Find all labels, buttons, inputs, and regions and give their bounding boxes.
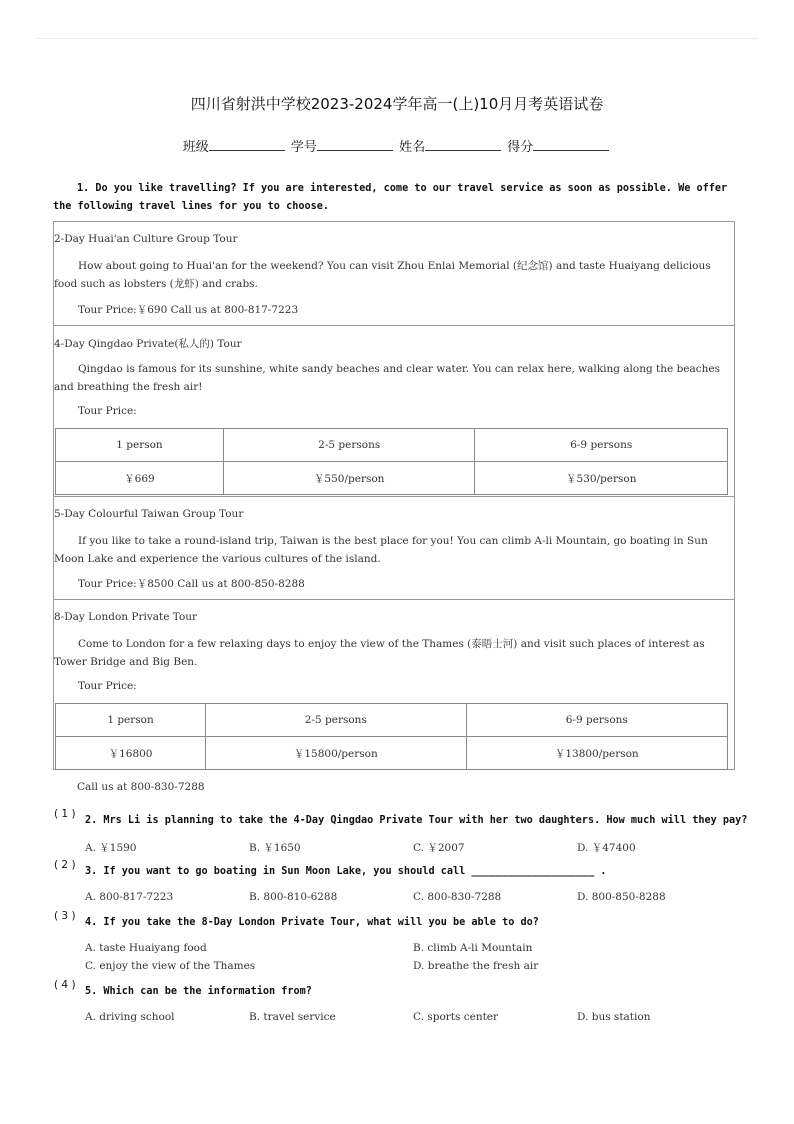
name-blank[interactable]	[425, 137, 501, 151]
subquestion-text: 2. Mrs Li is planning to take the 4-Day Qingdao Private Tour with her two daughters. How much will they pay?	[85, 815, 748, 826]
tour-description: If you like to take a round-island trip, Taiwan is the best place for you! You can climb A-li Mountain, go boating in Sun Moon Lake and experience the various cultures of the island.	[54, 535, 708, 565]
table-header-cell: 2-5 persons	[206, 704, 466, 737]
table-header-cell: 6-9 persons	[466, 704, 727, 737]
option-a[interactable]: A. driving school	[85, 1011, 175, 1023]
table-header-cell: 1 person	[56, 704, 206, 737]
tour-title: 5-Day Colourful Taiwan Group Tour	[54, 508, 244, 520]
option-b[interactable]: B. ￥1650	[249, 842, 301, 854]
tour-description: How about going to Huai'an for the weekend? You can visit Zhou Enlai Memorial (纪念馆) and taste Huaiyang delicious food such as lobsters (龙虾) and crabs.	[54, 260, 711, 290]
tour-price-line: Tour Price:￥690 Call us at 800-817-7223	[78, 304, 299, 316]
tour-section-london	[54, 599, 734, 770]
table-cell: ￥15800/person	[206, 737, 466, 770]
price-table	[55, 428, 728, 495]
class-label: 班级	[182, 140, 209, 155]
table-header-cell: 1 person	[56, 429, 224, 462]
tour-title: 8-Day London Private Tour	[54, 611, 198, 623]
page-title: 四川省射洪中学校2023-2024学年高一(上)10月月考英语试卷	[190, 95, 604, 113]
option-b[interactable]: B. 800-810-6288	[249, 891, 338, 903]
option-a[interactable]: A. ￥1590	[85, 842, 137, 854]
option-d[interactable]: D. ￥47400	[577, 842, 636, 854]
subquestion-number: ( 2 )	[54, 859, 76, 871]
student-id-blank[interactable]	[317, 137, 393, 151]
tour-description: Come to London for a few relaxing days to enjoy the view of the Thames (泰晤士河) and visit such places of interest as Tower Bridge and Big Ben.	[54, 638, 705, 668]
table-header-cell: 6-9 persons	[475, 429, 728, 462]
student-info-line	[0, 136, 794, 155]
option-c[interactable]: C. sports center	[413, 1011, 499, 1023]
table-cell: ￥669	[56, 462, 224, 495]
option-c[interactable]: C. ￥2007	[413, 842, 465, 854]
tour-price-label: Tour Price:	[78, 680, 137, 692]
name-label: 姓名	[399, 140, 426, 155]
option-d[interactable]: D. breathe the fresh air	[413, 960, 539, 972]
table-row	[56, 737, 728, 770]
tour-price-label: Tour Price:	[78, 405, 137, 417]
score-blank[interactable]	[533, 137, 609, 151]
option-a[interactable]: A. taste Huaiyang food	[85, 942, 207, 954]
subquestion-text: 5. Which can be the information from?	[85, 986, 312, 997]
table-cell: ￥13800/person	[466, 737, 727, 770]
subquestion-text: 4. If you take the 8-Day London Private Tour, what will you be able to do?	[85, 917, 539, 928]
tour-list-box	[53, 221, 735, 770]
subquestion-number: ( 1 )	[54, 808, 76, 820]
option-d[interactable]: D. 800-850-8288	[577, 891, 666, 903]
table-row	[56, 704, 728, 737]
call-line: Call us at 800-830-7288	[77, 781, 205, 793]
tour-section-qingdao	[54, 325, 734, 497]
subquestion-number: ( 4 )	[54, 979, 76, 991]
tour-title: 2-Day Huai'an Culture Group Tour	[54, 233, 238, 245]
option-d[interactable]: D. bus station	[577, 1011, 651, 1023]
tour-description: Qingdao is famous for its sunshine, white sandy beaches and clear water. You can relax here, walking along the beaches and breathing the fresh air!	[54, 363, 721, 393]
tour-section-taiwan	[54, 496, 734, 600]
option-a[interactable]: A. 800-817-7223	[85, 891, 174, 903]
table-row	[56, 429, 728, 462]
table-row	[56, 462, 728, 495]
tour-price-line: Tour Price:￥8500 Call us at 800-850-8288	[78, 578, 305, 590]
score-label: 得分	[507, 140, 534, 155]
top-divider	[36, 38, 758, 39]
tour-section-huaian	[54, 222, 734, 325]
table-header-cell: 2-5 persons	[223, 429, 475, 462]
option-c[interactable]: C. enjoy the view of the Thames	[85, 960, 256, 972]
subquestion-number: ( 3 )	[54, 910, 76, 922]
table-cell: ￥530/person	[475, 462, 728, 495]
price-table	[55, 703, 728, 770]
student-id-label: 学号	[290, 140, 317, 155]
table-cell: ￥16800	[56, 737, 206, 770]
option-c[interactable]: C. 800-830-7288	[413, 891, 502, 903]
table-cell: ￥550/person	[223, 462, 475, 495]
subquestion-text: 3. If you want to go boating in Sun Moon Lake, you should call ____________________ .	[85, 866, 607, 877]
option-b[interactable]: B. climb A-li Mountain	[413, 942, 533, 954]
tour-title: 4-Day Qingdao Private(私人的) Tour	[54, 338, 242, 350]
question-1-stem: 1. Do you like travelling? If you are interested, come to our travel service as soon as possible. We offer the following travel lines for you to choose.	[53, 183, 728, 212]
class-blank[interactable]	[209, 137, 285, 151]
option-b[interactable]: B. travel service	[249, 1011, 336, 1023]
